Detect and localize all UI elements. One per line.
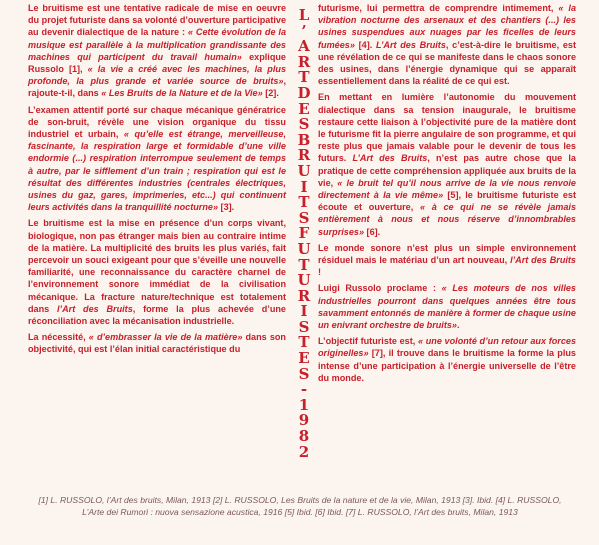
right-paragraph: Luigi Russolo proclame : « Les moteurs de nos villes industrielles pourront dans quelques années être tous savamment entonnés de manière à former de chaque usine un enivrant orchestre de bruits». [318, 283, 576, 331]
vertical-letter: S [298, 364, 310, 383]
vertical-letter: L [298, 6, 310, 24]
vertical-letter: - [300, 380, 308, 399]
footnotes [20, 494, 580, 518]
quote: « la vie a créé avec les machines, la plus profonde, la plus grande et variée source de bruits» [28, 64, 286, 87]
quote: « Les moteurs de nos villes industrielles pourront dans quelques années être tous savamment entonnés de manière à former de chaque usine un enivrant orchestre de bruits» [318, 283, 576, 331]
vertical-letter: 1 [298, 395, 310, 414]
left-column [28, 2, 286, 360]
vertical-letter: 2 [298, 442, 310, 461]
vertical-letter: ’ [301, 21, 307, 40]
quote: « le bruit tel qu’il nous arrive de la vie nous renvoie directement à la vie même» [318, 177, 576, 201]
vertical-letter: U [297, 239, 311, 258]
vertical-letter: T [298, 68, 310, 87]
left-paragraph: Le bruitisme est une tentative radicale de mise en oeuvre du projet futuriste dans sa volonté d’ouverture participative au devenir dialectique de la nature : « Cette évolution de la musique est parallèle à la multiplication grandissante des machines qui participent du travail humain» explique Russolo [1], « la vie a créé avec les machines, la plus profonde, la plus grande et variée source de bruits», rajoute-t-il, dans « Les Bruits de la Nature et de la Vie» [2]. [28, 3, 287, 99]
vertical-letter: B [297, 130, 311, 149]
vertical-letter: T [298, 193, 310, 212]
vertical-letter: R [297, 146, 311, 165]
left-paragraph: Le bruitisme est la mise en présence d’un corps vivant, biologique, non pas étranger mais bien au contraire intime de la matière. La multiplicité des bruits les plus variés, fait percevoir un souci exigeant pour que s’éveille une nouvelle familiarité, une reconnaissance du caractère charnel de l’environnement sonore immédiat de la civilisation mécanique. La fracture nature/technique est totalement dans l’Art des Bruits, forme la plus achevée d’une réconciliation avec la mécanisation industrielle. [28, 218, 286, 327]
right-paragraph: L’objectif futuriste est, « une volonté d’un retour aux forces originelles» [7], il trouve dans le bruitisme la forme la plus intense d’une participation à l’énergie universelle de l’être du monde. [318, 336, 576, 383]
vertical-letter: A [298, 37, 310, 56]
vertical-letter: 8 [298, 427, 310, 446]
left-paragraph: L’examen attentif porté sur chaque mécanique génératrice de son-bruit, révèle une vision organique du tissu industriel et urbain, « qu’elle est étrange, merveilleuse, fascinante, la respiration large et formidable d’une ville endormie (...) respiration interrompue seulement de temps à autre, par le sifflement d’un train ; respiration qui est le résultat des différentes industries (centrales électriques, usines du gaz, gares, imprimeries, etc...) qui continuent leurs activités dans la tranquillité nocturne» [3]. [28, 104, 287, 213]
quote: « qu’elle est étrange, merveilleuse, fascinante, la respiration large et formidable d’une ville endormie (...) respiration interrompue seulement de temps à autre, par le sifflement d’un train ; respiration qui est le résultat des différentes industries (centrales électriques, usines du gaz, gares, imprimeries, etc...) qui continuent leurs activités dans la tranquillité nocturne» [28, 129, 287, 213]
left-paragraph: La nécessité, « d’embrasser la vie de la matière» dans son objectivité, qui est l’élan initial caractéristique du [28, 332, 286, 355]
quote: l’Art des Bruits [57, 303, 133, 314]
vertical-letter: S [298, 208, 310, 227]
vertical-letter: E [298, 99, 310, 118]
vertical-letter: E [298, 349, 310, 368]
footnote-line-2: L’Arte dei Rumori : nuova sensazione acustica, 1916 [5] Ibid. [6] Ibid. [7] L. RUSSOLO, l’Art des bruits, Milan, 1913 [82, 507, 518, 517]
vertical-letter: 9 [298, 411, 310, 430]
vertical-letter: T [298, 333, 310, 352]
right-paragraph: En mettant en lumière l’autonomie du mouvement dialectique dans sa tension inaugurale, le bruitisme restaure cette liaison à l’objectivité pure de la matière dont le futurisme fit la pierre angulaire de son programme, et qui reste plus que jamais valable pour le devenir de tous les futurs. L’Art des Bruits, n’est pas autre chose que la pratique de cette compréhension appliquée aux bruits de la vie, « le bruit tel qu’il nous arrive de la vie nous renvoie directement à la vie même» [5], le bruitisme futuriste est écoute et ouverture, « à ce qui ne se révèle jamais entièrement à nous et nous réserve d’innombrables surprises» [6]. [318, 92, 577, 237]
footnote-line-1: [1] L. RUSSOLO, l’Art des bruits, Milan, 1913 [2] L. RUSSOLO, Les Bruits de la nature et de la vie, Milan, 1913 [3]. Ibid. [4] L. RUSSOLO, [38, 495, 562, 505]
vertical-letter: U [297, 271, 311, 290]
vertical-letter: F [298, 224, 310, 243]
vertical-letter: I [300, 177, 308, 196]
vertical-letter: S [298, 317, 310, 336]
vertical-letter: T [298, 255, 310, 274]
quote: « Les Bruits de la Nature et de la Vie» [101, 88, 263, 99]
vertical-title [294, 8, 314, 460]
vertical-letter: D [297, 83, 311, 102]
right-paragraph: futurisme, lui permettra de comprendre intimement, « la vibration nocturne des arsenaux et des chantiers (...) les usines suspendues aux nuages par les ficelles de leurs fumées» [4]. L’Art des Bruits, c’est-à-dire le bruitisme, est une révélation de ce qui se manifeste dans le chaos sonore des usines, dans l’énergie dynamique qui se apparaît essentiellement dans la réalité de ce qui est. [318, 3, 576, 87]
vertical-letter: R [297, 52, 311, 71]
quote: « la vibration nocturne des arsenaux et des chantiers (...) les usines suspendues aux nuages par les ficelles de leurs fumées» [318, 3, 576, 50]
vertical-letter: R [297, 286, 311, 305]
quote: « à ce qui ne se révèle jamais entièrement à nous et nous réserve d’innombrables surprises» [318, 202, 576, 237]
quote: « Cette évolution de la musique est parallèle à la multiplication grandissante des machines qui participent du travail humain» [28, 27, 287, 62]
right-column [318, 2, 576, 388]
quote: L’Art des Bruits [375, 39, 446, 50]
vertical-letter: S [298, 115, 310, 134]
vertical-letter: U [297, 161, 311, 180]
right-paragraph: Le monde sonore n’est plus un simple environnement résiduel mais le matériau d’un art nouveau, l’Art des Bruits ! [318, 242, 576, 278]
quote: « d’embrasser la vie de la matière» [88, 332, 243, 343]
quote: « une volonté d’un retour aux forces originelles» [318, 336, 576, 359]
quote: L’Art des Bruits [352, 153, 428, 164]
vertical-letter: I [300, 302, 308, 321]
quote: l’Art des Bruits [510, 255, 576, 266]
